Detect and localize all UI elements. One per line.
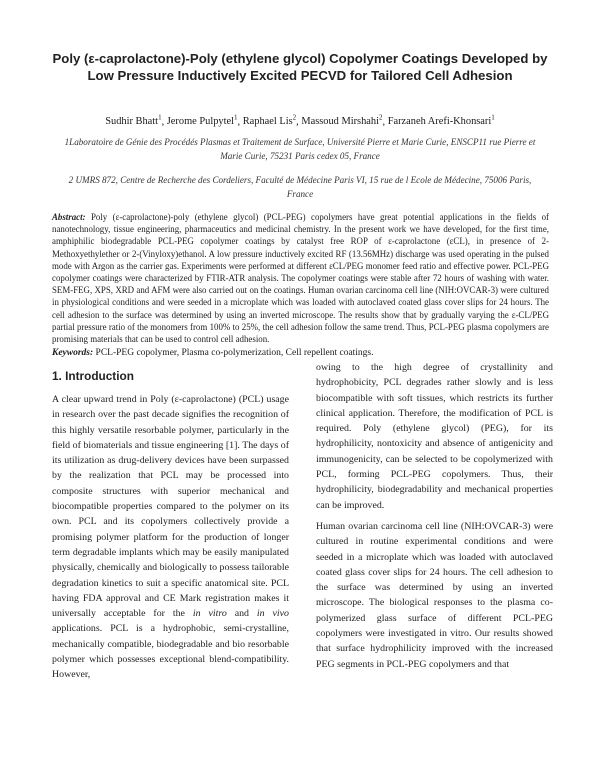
- section-heading: 1. Introduction: [52, 369, 134, 383]
- author: Raphael Lis$^2$: [242, 114, 297, 128]
- abstract-label: Abstract:: [52, 212, 86, 222]
- keywords-label: Keywords:: [52, 348, 94, 358]
- author-list: Sudhir Bhatt$^1$, Jerome Pulpytel$^1$, Raphael Lis$^2$, Massoud Mirshahi$^2$, Farzaneh Arefi-Khonsari$^1$: [105, 114, 495, 128]
- intro-paragraph-3: Human ovarian carcinoma cell line (NIH:OVCAR-3) were cultured in routine experimental conditions and were seeded in a microplate which was loaded with autoclaved coated glass cover slips for 24 hours. The cell adhesion to the surface was determined by using an inverted microscope. The biological responses to the plasma co-polymerized glass surface of different PCL-PEG copolymers were investigated in vitro. Our results showed that surface hydrophilicity improved with the increased PEG segments in PCL-PEG copolymers and that: [316, 520, 553, 670]
- keywords: [52, 348, 549, 358]
- abstract-text: Poly (ε-caprolactone)-poly (ethylene glycol) (PCL-PEG) copolymers have great potential applications in the fields of nanotechnology, tissue engineering, pharmaceutics and medicinal chemistry. In the present work we have developed, for the first time, amphiphilic biodegradable PCL-PEG copolymer coatings by catalyst free ROP of ε-caprolactone (εCL), in presence of 2-Methoxyethylether or 2-(Vinyloxy)ethanol. A low pressure inductively excited RF (13.56MHz) discharge was used operating in the pulsed mode with Argon as the carrier gas. Experiments were performed at different εCL/PEG monomer feed ratio and effective power. PCL-PEG copolymer coatings were characterized by FTIR-ATR analysis. The copolymer coatings were stable after 72 hours of washing with water. SEM-FEG, XPS, XRD and AFM were also carried out on the coatings. Human ovarian carcinoma cell line (NIH:OVCAR-3) were cultured in physiological conditions and were seeded in a microplate which was loaded with autoclaved coated glass cover slips for 24 hours. The cell adhesion to the surface was determined by using an inverted microscope. The results show that by gradually varying the ε-CL/PEG partial pressure ratio of the monomers from 100% to 25%, the cell adhesion follow the same trend. Thus, PCL-PEG plasma copolymers are promising materials that can be used to control cell adhesion.: [52, 212, 549, 345]
- abstract: [52, 211, 549, 345]
- right-column: [316, 360, 553, 678]
- author: Jerome Pulpytel$^1$: [166, 114, 238, 128]
- author: Massoud Mirshahi$^2$: [301, 114, 383, 128]
- affiliation-2: 2 UMRS 872, Centre de Recherche des Cordeliers, Faculté de Médecine Paris VI, 15 rue de l Ecole de Médecine, 75006 Paris, France: [68, 175, 532, 200]
- paper-title: Poly (ε-caprolactone)-Poly (ethylene glycol) Copolymer Coatings Developed by Low Pressure Inductively Excited PECVD for Tailored Cell Adhesion: [52, 51, 548, 83]
- intro-paragraph-2: owing to the high degree of crystallinity and hydrophobicity, PCL degrades rather slowly and is less biocompatible with soft tissues, which restricts its further clinical application. Therefore, the modification of PCL is required. Poly (ethylene glycol) (PEG), for its hydrophilicity, nontoxicity and absence of antigenicity and immunogenicity, can be selected to be copolymerized with PCL, forming PCL-PEG copolymers. Thus, their hydrophilicity, biodegradability and mechanical properties can be improved.: [316, 362, 553, 511]
- affiliation-1: 1Laboratoire de Génie des Procédés Plasmas et Traitement de Surface, Université Pierre et Marie Curie, ENSCP11 rue Pierre et Marie Curie, 75231 Paris cedex 05, France: [64, 137, 536, 162]
- keywords-text: PCL-PEG copolymer, Plasma co-polymerization, Cell repellent coatings.: [95, 348, 374, 358]
- author: Sudhir Bhatt$^1$: [105, 114, 162, 128]
- intro-paragraph-1: A clear upward trend in Poly (ε-caprolactone) (PCL) usage in research over the past decade signifies the recognition of this highly versatile resorbable polymer, particularly in the field of biomaterials and tissue engineering [1]. The days of its utilization as drug-delivery devices have been surpassed by the realization that PCL may be processed into composite structures with superior mechanical and biocompatible properties compared to the polymer on its own. PCL and its copolymers collectively provide a promising polymer platform for the production of longer term degradable implants which may be easily manipulated physically, chemically and biologically to possess tailorable degradation kinetics to suit a specific anatomical site. PCL having FDA approval and CE Mark registration makes it universally acceptable for the in vitro and in vivo applications. PCL is a hydrophobic, semi-crystalline, mechanically compatible, biodegradable and bio resorbable polymer which possesses exceptional blend-compatibility. However,: [52, 394, 289, 681]
- author: Farzaneh Arefi-Khonsari$^1$: [387, 114, 495, 128]
- left-column: [52, 362, 289, 689]
